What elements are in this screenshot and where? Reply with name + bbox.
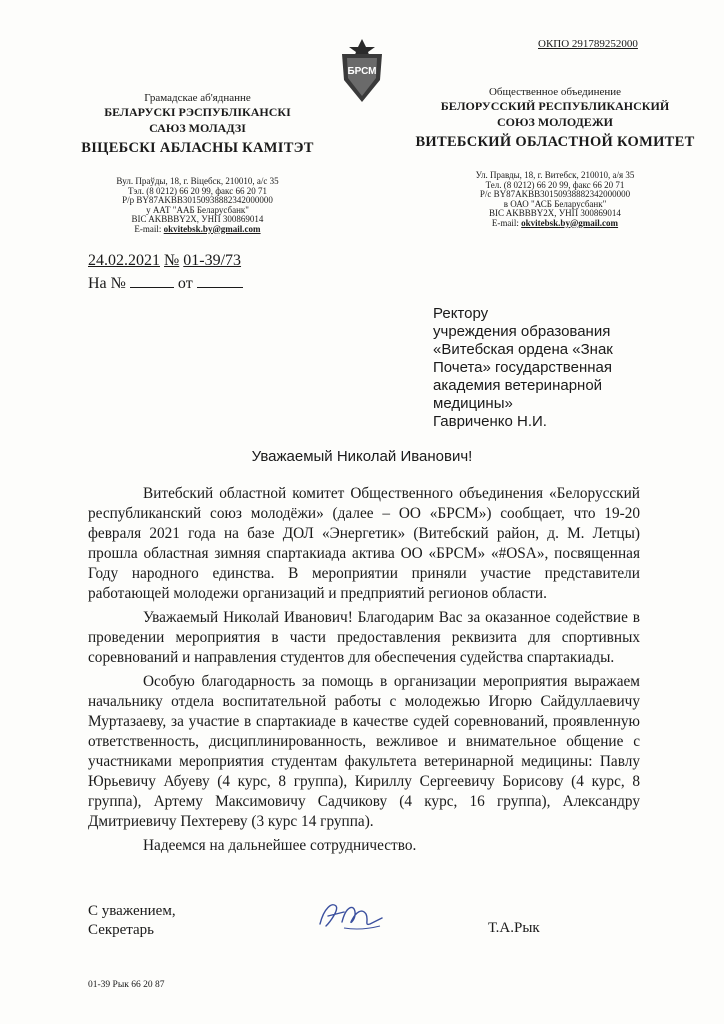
salutation: Уважаемый Николай Иванович! [251, 448, 473, 465]
email-line [80, 225, 315, 235]
letter-number: 01-39/73 [183, 252, 242, 269]
email-link[interactable]: okvitebsk.by@gmail.com [521, 217, 619, 228]
addressee-line: академия ветеринарной [433, 377, 603, 394]
header-belarusian [80, 92, 315, 234]
bic-line: BIC AKBBBY2X, УНП 300869014 [131, 214, 264, 224]
bic-line: BIC AKBBBY2X, УНП 300869014 [489, 208, 621, 218]
org-name-line-1: БЕЛАРУСКІ РЭСПУБЛІКАНСКІ [104, 105, 291, 119]
number-label: № [164, 252, 180, 269]
org-name-line-2: САЮЗ МОЛАДЗІ [149, 121, 246, 135]
account-line: Р/с BY87AKBB30150938882342000000 [479, 189, 631, 199]
letter-date: 24.02.2021 [88, 252, 160, 269]
reply-date-blank [197, 273, 243, 288]
addressee-block [433, 305, 653, 431]
bank-line: у ААТ "ААБ Беларусбанк" [146, 204, 249, 215]
addressee-name: Гавриченко Н.И. [433, 413, 547, 430]
header-russian [405, 86, 705, 228]
logo-text: БРСМ [347, 66, 377, 77]
address-line: Вул. Праўды, 18, г. Віцебск, 210010, а/с 35 [116, 176, 279, 186]
org-name-line-2: СОЮЗ МОЛОДЕЖИ [496, 115, 614, 129]
body-paragraph: Уважаемый Николай Иванович! Благодарим Вас за оказанное содействие в проведении мероприятия в части предоставления реквизита для спортивных соревнований и направления студентов для обеспечения судейства спартакиады. [88, 609, 640, 666]
handwritten-signature [314, 898, 386, 932]
closing-phrase: С уважением, [88, 903, 176, 919]
committee-name: ВИТЕБСКИЙ ОБЛАСТНОЙ КОМИТЕТ [415, 134, 695, 150]
executor-footer: 01-39 Рык 66 20 87 [88, 980, 165, 990]
org-type: Общественное объединение [488, 86, 622, 98]
brsm-logo [336, 38, 388, 104]
body-paragraph: Надеемся на дальнейшее сотрудничество. [143, 837, 417, 854]
signer-name: Т.А.Рык [488, 920, 540, 936]
body-paragraph: Витебский областной комитет Общественного объединения «Белорусский республиканский союз молодёжи» (далее – ОО «БРСМ») сообщает, что 19-20 февраля 2021 года на базе ДОЛ «Энергетик» (Витебский район, д. М. Летцы) прошла областная зимняя спартакиада актива ОО «БРСМ» «#OSA», посвященная Году народного единства. В мероприятии приняли участие представители работающей молодежи организаций и предприятий регионов области. [88, 485, 640, 602]
addressee-line: Почета» государственная [433, 359, 612, 376]
reply-number-blank [130, 273, 174, 288]
letter-body [88, 484, 640, 860]
addressee-line: учреждения образования [433, 323, 611, 340]
from-label: от [177, 275, 193, 292]
org-type: Грамадскае аб'яднанне [144, 92, 251, 104]
phone-line: Тел. (8 0212) 66 20 99, факс 66 20 71 [485, 179, 625, 190]
addressee-line: «Витебская ордена «Знак [433, 341, 613, 358]
email-label: E-mail: [491, 217, 522, 228]
account-line: Р/р BY87AKBB30150938882342000000 [122, 195, 273, 205]
addressee-line: Ректору [433, 305, 489, 322]
okpo-code: ОКПО 291789252000 [538, 38, 638, 50]
addressee-line: медицины» [433, 395, 513, 412]
email-link[interactable]: okvitebsk.by@gmail.com [163, 223, 261, 234]
bank-line: в ОАО "АСБ Беларусбанк" [503, 198, 607, 209]
closing-block [88, 902, 176, 940]
org-name-line-1: БЕЛОРУССКИЙ РЕСПУБЛИКАНСКИЙ [440, 99, 670, 113]
address-line: Ул. Правды, 18, г. Витебск, 210010, а/я 35 [475, 170, 635, 180]
email-label: E-mail: [134, 223, 164, 234]
registration-line [88, 252, 241, 270]
reply-reference-line [88, 273, 243, 293]
phone-line: Тэл. (8 0212) 66 20 99, факс 66 20 71 [128, 185, 267, 196]
committee-name: ВІЦЕБСКІ АБЛАСНЫ КАМІТЭТ [81, 140, 314, 156]
reply-label: На № [88, 275, 126, 292]
signer-position: Секретарь [88, 922, 155, 938]
email-line [405, 219, 705, 229]
body-paragraph: Особую благодарность за помощь в организации мероприятия выражаем начальнику отдела воспитательной работы с молодежью Игорю Сайдуллаевичу Муртазаеву, за участие в спартакиаде в качестве судей соревнований, проявленную ответственность, дисциплинированность, вежливое и внимательное общение с участниками мероприятия студентам факультета ветеринарной медицины: Павлу Юрьевичу Абуеву (4 курс, 8 группа), Кириллу Сергеевичу Борисову (4 курс, 8 группа), Артему Максимовичу Садчикову (4 курс, 16 группа), Александру Дмитриевичу Пехтереву (3 курс 14 группа). [88, 673, 640, 830]
contact-block [80, 177, 315, 234]
contact-block [405, 171, 705, 228]
